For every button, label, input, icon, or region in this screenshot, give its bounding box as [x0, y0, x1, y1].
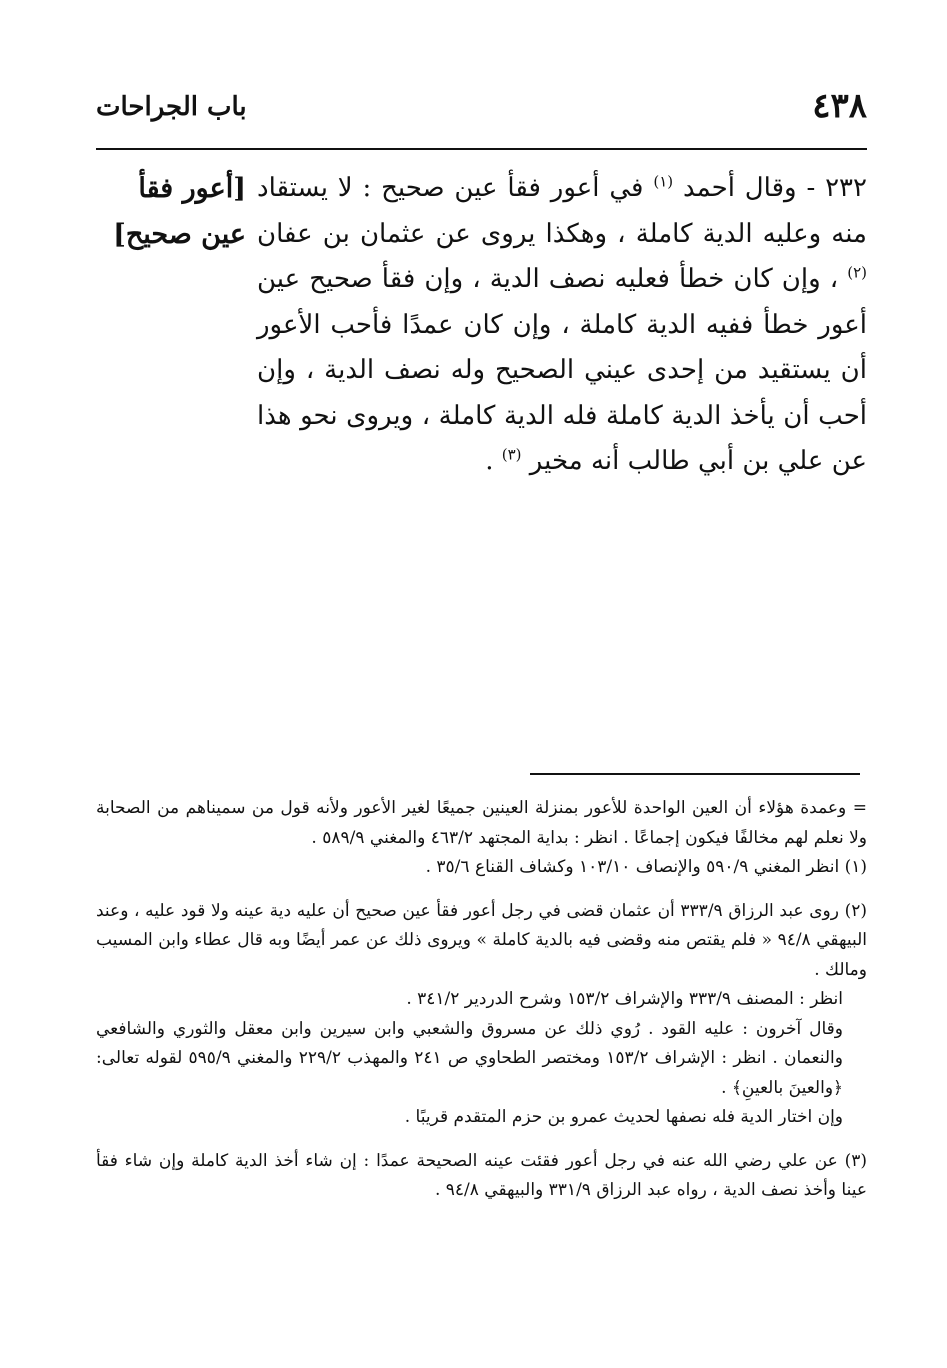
- margin-heading: [96, 166, 246, 258]
- footnote-1: (١) انظر المغني ٥٩٠/٩ والإنصاف ١٠٣/١٠ وكشاف القناع ٣٥/٦ .: [425, 857, 867, 877]
- footnote-2-paragraph: انظر : المصنف ٣٣٣/٩ والإشراف ١٥٣/٢ وشرح الدردير ٣٤١/٢ .: [406, 989, 843, 1009]
- footnote-divider: [530, 773, 860, 775]
- header-divider: [96, 148, 867, 150]
- footnote-ref-3: (٣): [501, 445, 522, 464]
- margin-heading-line: عين صحيح]: [113, 219, 246, 250]
- footnote-2: (٢) روى عبد الرزاق ٣٣٣/٩ أن عثمان قضى في رجل أعور فقأ عين صحيح أن عليه دية عينه ولا قود عليه ، وعند البيهقي ٩٤/٨ « فلم يقتص منه وقضى فيه بالدية كاملة » ويروى ذلك عن عمر أيضًا وبه قال عطاء وابن المسيب ومالك .: [96, 900, 868, 980]
- footnote-continuation: = وعمدة هؤلاء أن العين الواحدة للأعور بمنزلة العينين جميعًا لغير الأعور ولأنه قول من سميناهم من الصحابة ولا نعلم لهم مخالفًا فيكون إجماعًا . انظر : بداية المجتهد ٤٦٣/٢ والمغني ٥٨٩/٩ .: [96, 798, 867, 848]
- footnote-ref-1: (١): [653, 172, 674, 191]
- footnotes-section: [96, 794, 867, 1206]
- chapter-title: باب الجراحات: [96, 92, 247, 122]
- page-header: [96, 86, 867, 136]
- page-number: ٤٣٨: [812, 86, 867, 126]
- main-text-part: في أعور فقأ عين صحيح : لا يستقاد منه وعليه الدية كاملة ، وهكذا يروى عن عثمان بن عفان: [257, 173, 867, 249]
- footnote-3: (٣) عن علي رضي الله عنه في رجل أعور فقئت عينه الصحيحة عمدًا : إن شاء أخذ الدية كاملة وإن شاء فقأ عينا وأخذ نصف الدية ، رواه عبد الرزاق ٣٣١/٩ والبيهقي ٩٤/٨ .: [96, 1150, 867, 1200]
- main-text-part: ، وإن كان خطأ فعليه نصف الدية ، وإن فقأ صحيح عين أعور خطأ ففيه الدية كاملة ، وإن كان عمدًا فأحب الأعور أن يستقيد من إحدى عيني الصحيح وله نصف الدية ، وإن أحب أن يأخذ الدية كاملة فله الدية كاملة ، ويروى نحو هذا عن علي بن أبي طالب أنه مخير: [257, 264, 867, 476]
- main-text-part: .: [485, 446, 502, 476]
- main-paragraph: [257, 166, 867, 485]
- main-text-part: ٢٣٢ - وقال أحمد: [673, 173, 867, 203]
- footnote-2-paragraph: وقال آخرون : عليه القود . رُوي ذلك عن مسروق والشعبي وابن سيرين وابن معقل والثوري والشافعي والنعمان . انظر : الإشراف ١٥٣/٢ ومختصر الطحاوي ص ٢٤١ والمهذب ٢٢٩/٢ والمغني ٥٩٥/٩ لقوله تعالى: ﴿والعينَ بالعينِ﴾ .: [96, 1018, 843, 1098]
- margin-heading-line: [أعور فقأ: [138, 173, 246, 204]
- footnote-2-paragraph: وإن اختار الدية فله نصفها لحديث عمرو بن حزم المتقدم قريبًا .: [404, 1107, 843, 1127]
- footnote-ref-2: (٢): [847, 263, 867, 282]
